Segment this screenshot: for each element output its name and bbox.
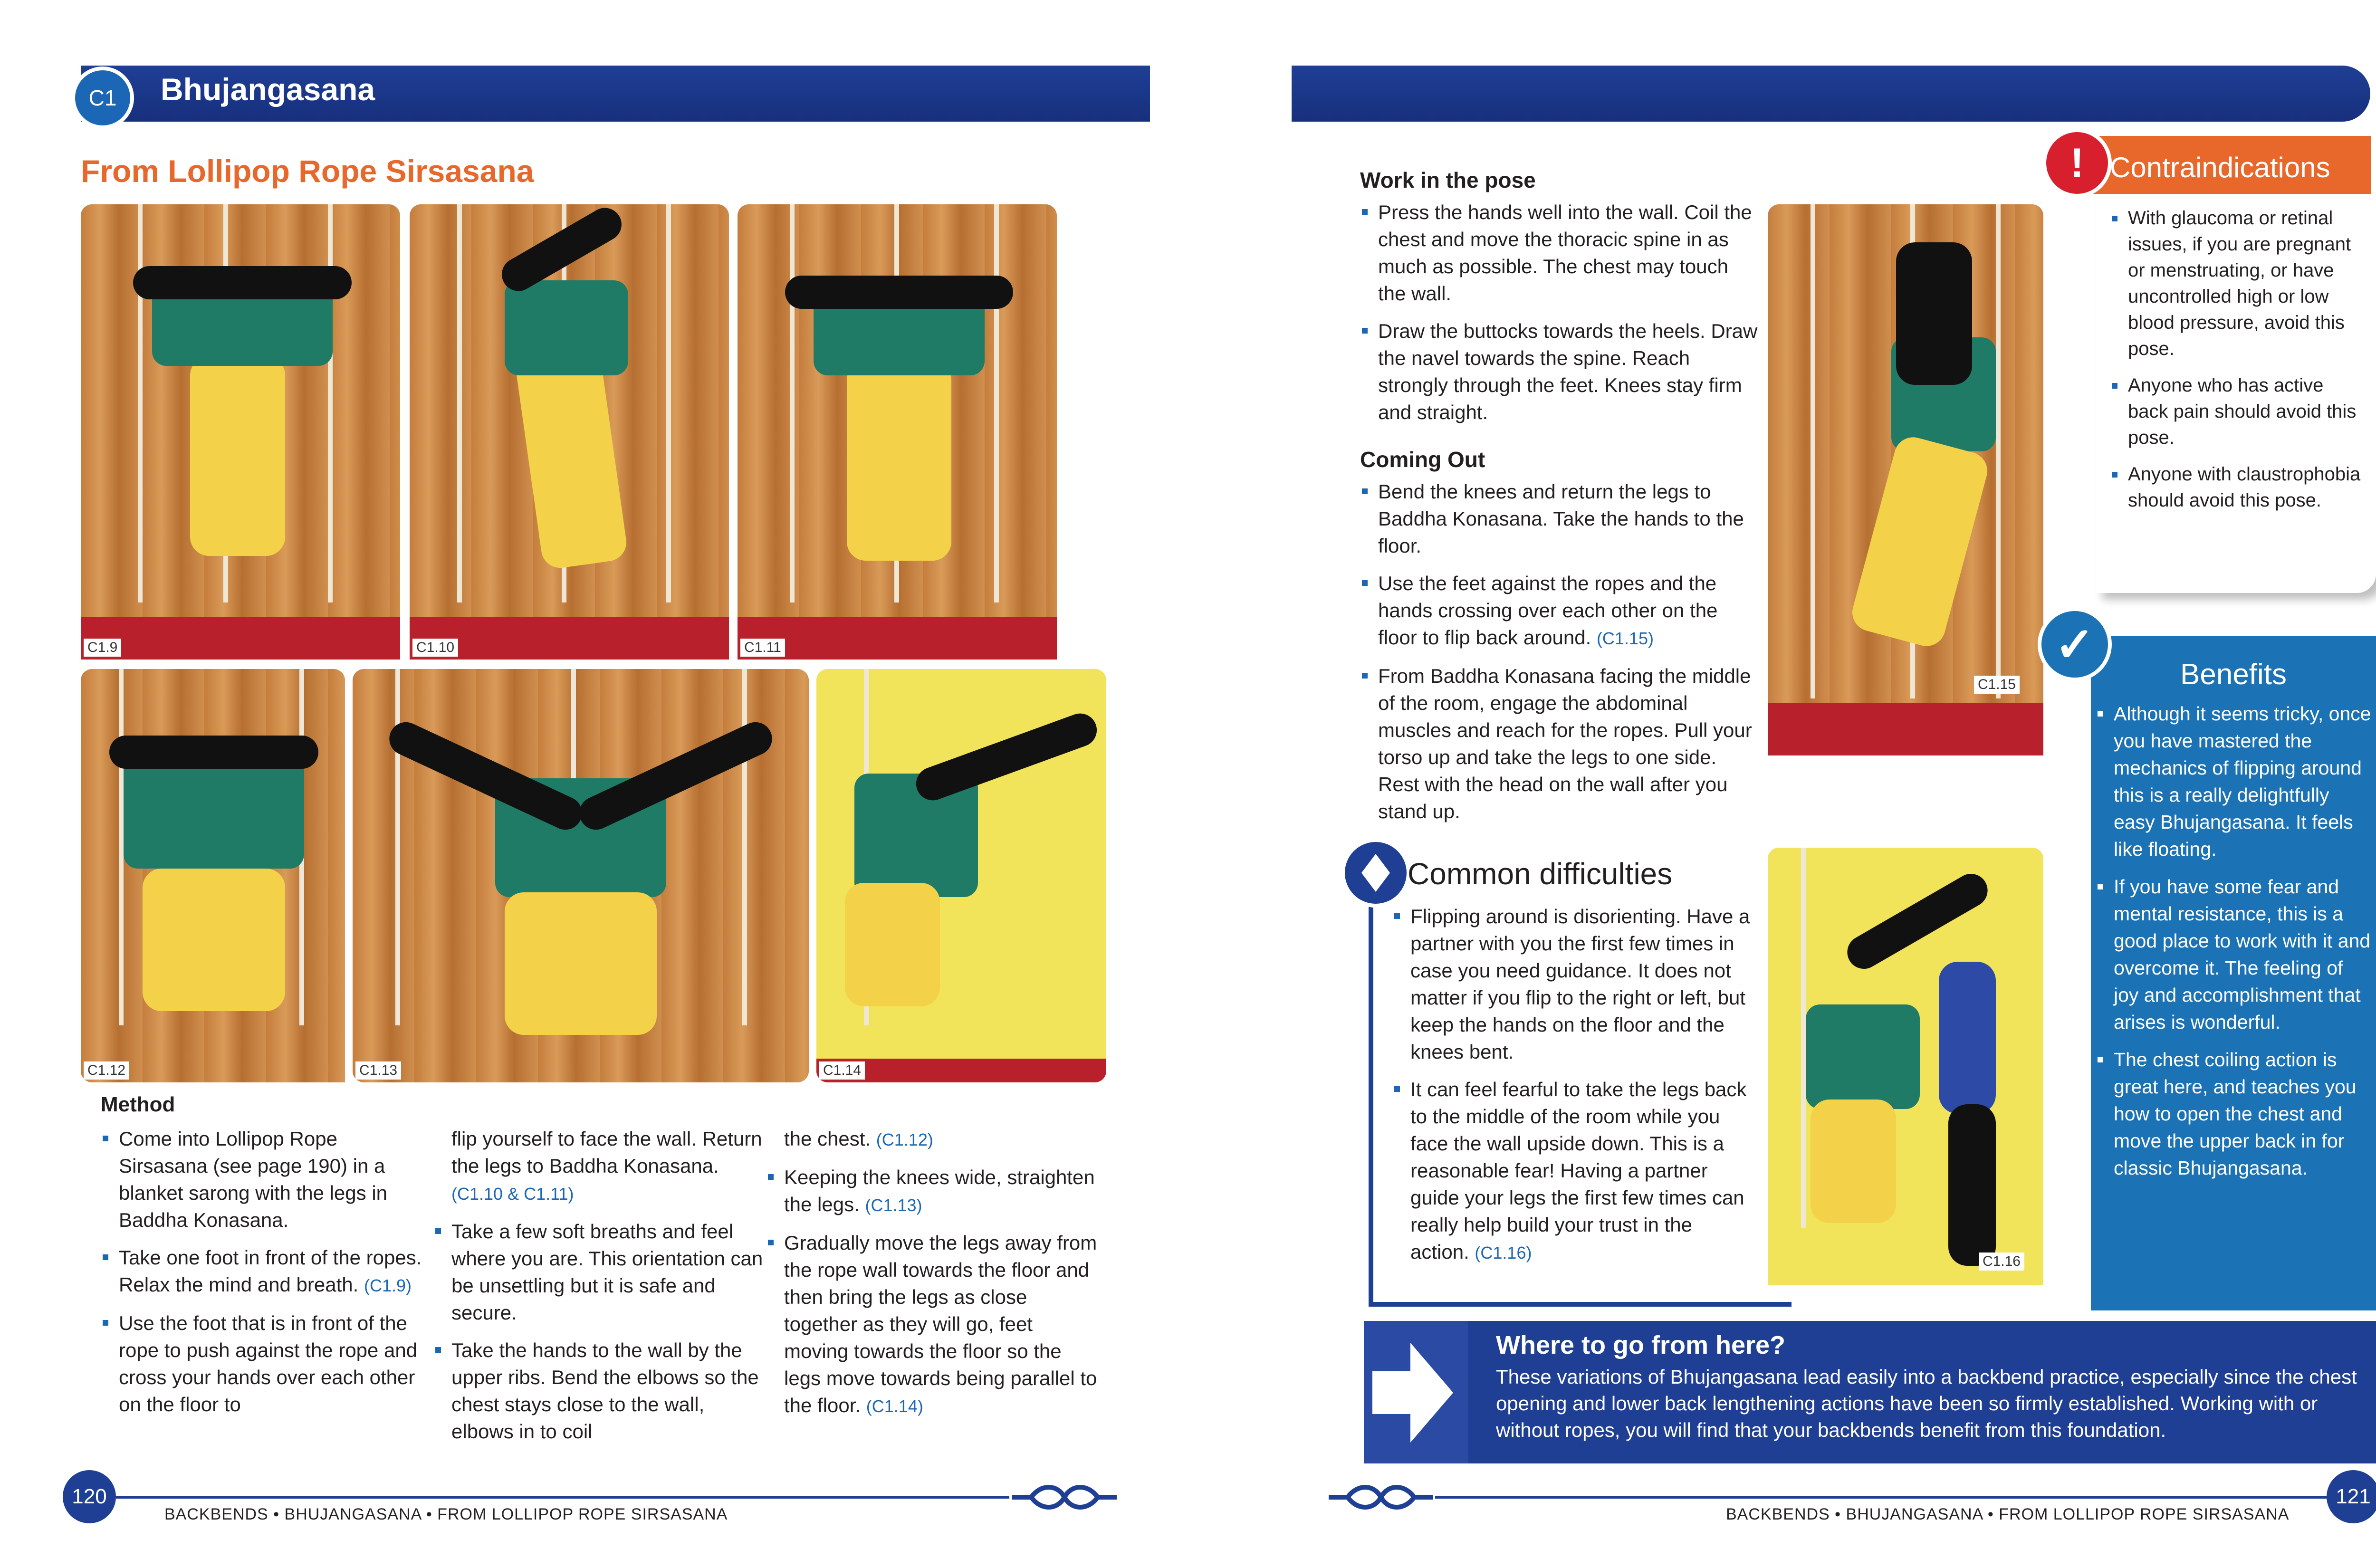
checkmark-icon: ✓ bbox=[2038, 607, 2112, 681]
exclamation-icon: ! bbox=[2042, 128, 2112, 198]
method-step: Use the foot that is in front of the rope to push against the rope and cross your hands over each other on the floor to bbox=[101, 1310, 424, 1418]
method-heading: Method bbox=[101, 1093, 175, 1116]
method-step-continued: flip yourself to face the wall. Return the legs to Baddha Konasana. (C1.10 & C1.11) bbox=[451, 1128, 762, 1204]
photo-label: C1.12 bbox=[84, 1061, 129, 1080]
section-subtitle: From Lollipop Rope Sirsasana bbox=[81, 153, 534, 189]
page-number-left: 120 bbox=[63, 1470, 116, 1523]
contraindication-item: With glaucoma or retinal issues, if you are pregnant or menstruating, or have uncontrolled high or low blood pressure, avoid this pose. bbox=[2110, 205, 2366, 362]
benefit-item: If you have some fear and mental resistance, this is a good place to work with it and overcome it. The feeling of joy and accomplishment that arises is wonderful. bbox=[2096, 873, 2371, 1036]
method-step: Take one foot in front of the ropes. Relax the mind and breath. (C1.9) bbox=[101, 1244, 424, 1299]
photo-c1-14 bbox=[816, 669, 1106, 1082]
coming-out-item: Bend the knees and return the legs to Baddha Konasana. Take the hands to the floor. bbox=[1360, 478, 1759, 559]
page-number-right: 121 bbox=[2327, 1470, 2376, 1523]
running-head-left: BACKBENDS • BHUJANGASANA • FROM LOLLIPOP ROPE SIRSASANA bbox=[164, 1505, 728, 1523]
contraindications-title: Contraindications bbox=[2110, 152, 2330, 183]
work-heading: Work in the pose bbox=[1360, 168, 1536, 192]
contraindications-list bbox=[2110, 205, 2366, 524]
photo-c1-16 bbox=[1768, 848, 2043, 1285]
contraindication-item: Anyone with claustrophobia should avoid this pose. bbox=[2110, 461, 2366, 514]
method-column-2 bbox=[433, 1125, 766, 1455]
photo-label: C1.16 bbox=[1979, 1252, 2024, 1271]
work-list bbox=[1360, 199, 1759, 436]
benefit-item: The chest coiling action is great here, and teaches you how to open the chest and move the upper back in for classic Bhujangasana. bbox=[2096, 1046, 2371, 1182]
method-step-continued: the chest. (C1.12) bbox=[784, 1128, 933, 1150]
photo-c1-11 bbox=[738, 204, 1057, 660]
coming-out-list bbox=[1360, 478, 1759, 835]
photo-label: C1.9 bbox=[84, 639, 121, 657]
photo-label: C1.14 bbox=[819, 1061, 865, 1080]
photo-label: C1.13 bbox=[355, 1061, 401, 1080]
difficulty-item: It can feel fearful to take the legs back to the middle of the room while you face the wall upside down. This is a reasonable fear! Having a partner guide your legs the first few times can really help build your trust in the action. (C1.16) bbox=[1392, 1076, 1753, 1266]
method-step: Gradually move the legs away from the rope wall towards the floor and then bring the legs as close together as they will go, feet moving towards the floor so the legs move towards being parallel to the floor. (C1.14) bbox=[766, 1229, 1099, 1420]
photo-label: C1.10 bbox=[412, 639, 458, 657]
contraindication-item: Anyone who has active back pain should avoid this pose. bbox=[2110, 373, 2366, 451]
benefits-title: Benefits bbox=[2180, 658, 2287, 691]
benefit-item: Although it seems tricky, once you have mastered the mechanics of flipping around this is a really delightfully easy Bhujangasana. It feels like floating. bbox=[2096, 700, 2371, 863]
photo-label: C1.11 bbox=[740, 639, 785, 657]
difficulties-title: Common difficulties bbox=[1408, 857, 1673, 891]
chapter-badge: C1 bbox=[71, 67, 134, 129]
coming-out-heading: Coming Out bbox=[1360, 447, 1485, 472]
where-to-go-text: These variations of Bhujangasana lead easily into a backbend practice, especially since the chest opening and lower back lengthening actions have been so firmly established. Working with or without ropes, you will find that your backbends benefit from this foundation. bbox=[1496, 1366, 2357, 1441]
photo-label: C1.15 bbox=[1974, 676, 2020, 694]
footer-rule bbox=[116, 1496, 1009, 1499]
where-to-go-title: Where to go from here? bbox=[1496, 1331, 1786, 1359]
method-step: Keeping the knees wide, straighten the legs. (C1.13) bbox=[766, 1164, 1099, 1219]
difficulties-list bbox=[1392, 903, 1753, 1277]
photo-c1-10 bbox=[410, 204, 729, 660]
work-item: Press the hands well into the wall. Coil the chest and move the thoracic spine in as much as possible. The chest may touch the wall. bbox=[1360, 199, 1759, 307]
photo-c1-15 bbox=[1768, 204, 2043, 755]
right-header-bar bbox=[1292, 66, 2370, 122]
work-item: Draw the buttocks towards the heels. Draw the navel towards the spine. Reach strongly through the feet. Knees stay firm and straight. bbox=[1360, 317, 1759, 426]
method-step: Take a few soft breaths and feel where you are. This orientation can be unsettling but it is safe and secure. bbox=[433, 1218, 766, 1326]
difficulty-item: Flipping around is disorienting. Have a partner with you the first few times in case you need guidance. It does not matter if you flip to the right or left, but keep the hands on the floor and the knees bent. bbox=[1392, 903, 1753, 1065]
method-column-3 bbox=[766, 1125, 1099, 1430]
coming-out-item: From Baddha Konasana facing the middle of the room, engage the abdominal muscles and reach for the ropes. Pull your torso up and take the legs to one side. Rest with the head on the wall after you stand up. bbox=[1360, 662, 1759, 825]
photo-c1-9 bbox=[81, 204, 400, 660]
method-step: Take the hands to the wall by the upper ribs. Bend the elbows so the chest stays close to the wall, elbows in to coil bbox=[433, 1337, 766, 1445]
knot-ornament-icon bbox=[1012, 1482, 1117, 1513]
arrow-right-icon bbox=[1372, 1343, 1453, 1443]
method-step: Come into Lollipop Rope Sirsasana (see page 190) in a blanket sarong with the legs in Baddha Konasana. bbox=[101, 1125, 424, 1233]
method-column-1 bbox=[101, 1125, 424, 1428]
photo-c1-13 bbox=[353, 669, 809, 1082]
running-head-right: BACKBENDS • BHUJANGASANA • FROM LOLLIPOP ROPE SIRSASANA bbox=[1726, 1505, 2290, 1523]
footer-rule bbox=[1435, 1496, 2328, 1499]
knot-ornament-icon bbox=[1329, 1482, 1433, 1513]
coming-out-item: Use the feet against the ropes and the hands crossing over each other on the floor to flip back around. (C1.15) bbox=[1360, 570, 1759, 652]
benefits-list bbox=[2096, 700, 2371, 1192]
photo-c1-12 bbox=[81, 669, 345, 1082]
diamond-icon bbox=[1341, 838, 1410, 908]
chapter-title: Bhujangasana bbox=[161, 72, 375, 107]
